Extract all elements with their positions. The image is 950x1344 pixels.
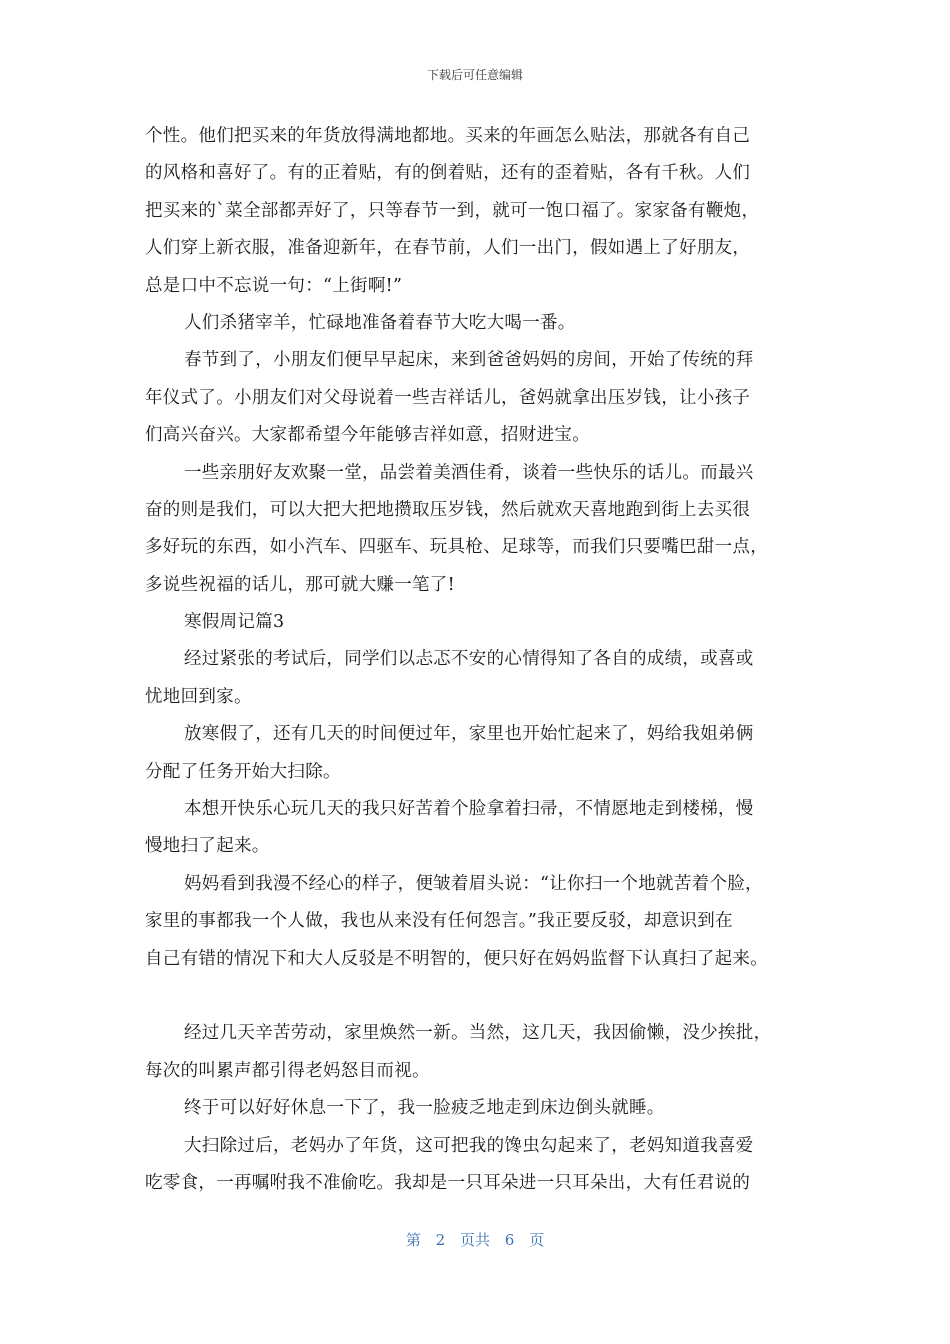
text-line: 的风格和喜好了。有的正着贴，有的倒着贴，还有的歪着贴，各有千秋。人们 [145,163,751,184]
text-line: 分配了任务开始大扫除。 [145,761,341,782]
blank-line [145,978,805,1015]
text-line: 自己有错的情况下和大人反驳是不明智的，便只好在妈妈监督下认真扫了起来。 [145,948,768,969]
text-line: 把买来的`菜全部都弄好了，只等春节一到，就可一饱口福了。家家备有鞭炮， [145,200,760,221]
page-header: 下载后可任意编辑 [426,68,523,82]
text-line: 本想开快乐心玩几天的我只好苦着个脸拿着扫帚，不情愿地走到楼梯，慢 [184,799,754,820]
text-line: 多说些祝福的话儿，那可就大赚一笔了! [145,574,455,595]
text-line: 经过几天辛苦劳动，家里焕然一新。当然，这几天，我因偷懒，没少挨批， [184,1023,772,1044]
text-line: 吃零食，一再嘱咐我不准偷吃。我却是一只耳朵进一只耳朵出，大有任君说的 [145,1172,751,1193]
text-line: 总是口中不忘说一句：“上街啊!” [145,275,403,296]
page-footer: 第 2 页共 6 页 [405,1231,545,1249]
text-line: 大扫除过后，老妈办了年货，这可把我的馋虫勾起来了，老妈知道我喜爱 [184,1135,754,1156]
text-line: 一些亲朋好友欢聚一堂，品尝着美酒佳肴，谈着一些快乐的话儿。而最兴 [184,462,754,483]
text-line: 春节到了，小朋友们便早早起床，来到爸爸妈妈的房间，开始了传统的拜 [184,350,754,371]
text-line: 们高兴奋兴。大家都希望今年能够吉祥如意，招财进宝。 [145,425,590,446]
text-line: 人们穿上新衣服，准备迎新年，在春节前，人们一出门，假如遇上了好朋友， [145,238,751,259]
text-line: 奋的则是我们，可以大把大把地攒取压岁钱，然后就欢天喜地跑到街上去买很 [145,499,751,520]
text-line: 忧地回到家。 [145,686,252,707]
text-line: 年仪式了。小朋友们对父母说着一些吉祥话儿，爸妈就拿出压岁钱，让小孩子 [145,387,751,408]
text-line: 终于可以好好休息一下了，我一脸疲乏地走到床边倒头就睡。 [184,1098,665,1119]
text-line: 慢地扫了起来。 [145,836,270,857]
text-line: 家里的事都我一个人做，我也从来没有任何怨言。”我正要反驳，却意识到在 [145,911,733,932]
section-heading: 寒假周记篇3 [184,612,285,633]
text-line: 每次的叫累声都引得老妈怒目而视。 [145,1060,430,1081]
text-line: 妈妈看到我漫不经心的样子，便皱着眉头说：“让你扫一个地就苦着个脸， [184,873,763,894]
text-line: 放寒假了，还有几天的时间便过年，家里也开始忙起来了，妈给我姐弟俩 [184,724,754,745]
document-body [145,118,805,1202]
text-line: 经过紧张的考试后，同学们以忐忑不安的心情得知了各自的成绩，或喜或 [184,649,754,670]
text-line: 人们杀猪宰羊，忙碌地准备着春节大吃大喝一番。 [184,312,576,333]
text-line: 多好玩的东西，如小汽车、四驱车、玩具枪、足球等，而我们只要嘴巴甜一点， [145,537,768,558]
text-line: 个性。他们把买来的年货放得满地都地。买来的年画怎么贴法，那就各有自己 [145,126,751,146]
